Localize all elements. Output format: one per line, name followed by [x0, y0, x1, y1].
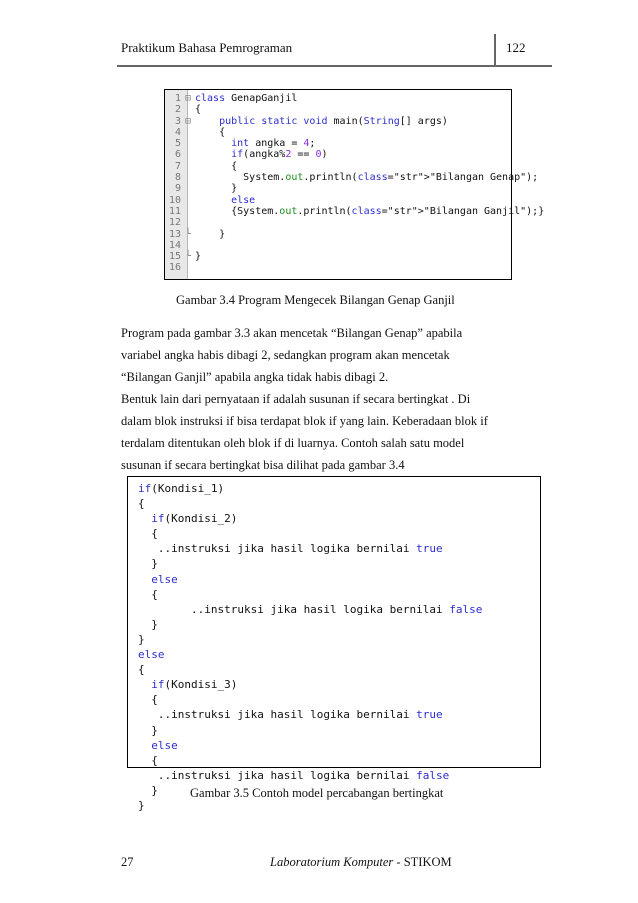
line-number: 5: [174, 138, 181, 150]
line-number: 13: [168, 228, 181, 240]
paragraph-line: “Bilangan Ganjil” apabila angka tidak habis dibagi 2.: [121, 370, 389, 384]
paragraph-line: Program pada gambar 3.3 akan mencetak “Bilangan Genap” apabila: [121, 326, 463, 340]
figure-caption-3-5: Gambar 3.5 Contoh model percabangan bertingkat: [190, 786, 444, 800]
line-number: 9: [174, 183, 181, 195]
line-number: 1: [174, 93, 181, 104]
figure-caption-3-4: Gambar 3.4 Program Mengecek Bilangan Genap Ganjil: [176, 293, 455, 307]
paragraph-if-bertingkat: [121, 388, 531, 476]
line-number: 2: [174, 104, 181, 116]
line-number: 3: [174, 115, 181, 127]
line-number: 8: [174, 172, 181, 184]
fold-marker: ⊟: [184, 93, 192, 104]
header-page-number: 122: [506, 40, 526, 55]
header-divider: [494, 34, 496, 66]
footer-org: STIKOM: [403, 855, 452, 869]
line-number: 4: [174, 126, 181, 138]
line-number: 6: [174, 149, 181, 161]
line-number: 11: [168, 205, 181, 217]
code-figure-genap-ganjil: [164, 89, 545, 280]
code-listing: 1 ⊟ class GenapGanjil 2 { 3 ⊟ public static void main(String[] args) 4 { 5 int angka = 4; 6 if(angka%2 == 0) 7 { 8 System.out.println(class="str">"Bilangan Genap"); 9 } 10 else 11 {System.out.println(class="str">"Bilangan Ganjil");} 12 13 └ } 14 15 └ } 16: [168, 93, 545, 274]
paragraph-line: dalam blok instruksi if bisa terdapat blok if yang lain. Keberadaan blok if: [121, 414, 488, 428]
paragraph-line: terdalam ditentukan oleh blok if di luarnya. Contoh salah satu model: [121, 436, 465, 450]
line-number: 7: [174, 160, 181, 172]
paragraph-line: susunan if secara bertingkat bisa dilihat pada gambar 3.4: [121, 458, 405, 472]
fold-marker: └: [184, 228, 192, 240]
line-number: 16: [168, 262, 181, 274]
header-title: Praktikum Bahasa Pemrograman: [121, 40, 293, 55]
code-listing: if(Kondisi_1) { if(Kondisi_2) { ..instruksi jika hasil logika bernilai true } else { ..instruksi jika hasil logika bernilai false } } else { if(Kondisi_3) { ..instruksi jika hasil logika bernilai true } else { ..instruksi jika hasil logika bernilai false } }: [138, 482, 483, 812]
footer-page-number: 27: [121, 855, 134, 869]
paragraph-line: Bentuk lain dari pernyataan if adalah susunan if secara bertingkat . Di: [121, 392, 471, 406]
fold-marker: ⊟: [184, 115, 192, 127]
fold-marker: └: [184, 251, 192, 263]
line-number: 15: [168, 251, 181, 263]
paragraph-line: variabel angka habis dibagi 2, sedangkan program akan mencetak: [121, 348, 450, 362]
paragraph-genap-ganjil: [121, 322, 531, 388]
footer-separator: -: [393, 855, 404, 869]
line-number: 10: [168, 194, 181, 206]
header-rule: [117, 65, 552, 67]
footer-lab-name: Laboratorium Komputer: [270, 855, 394, 869]
line-number: 12: [168, 217, 181, 229]
footer-lab: [270, 855, 452, 870]
line-number: 14: [168, 239, 181, 251]
